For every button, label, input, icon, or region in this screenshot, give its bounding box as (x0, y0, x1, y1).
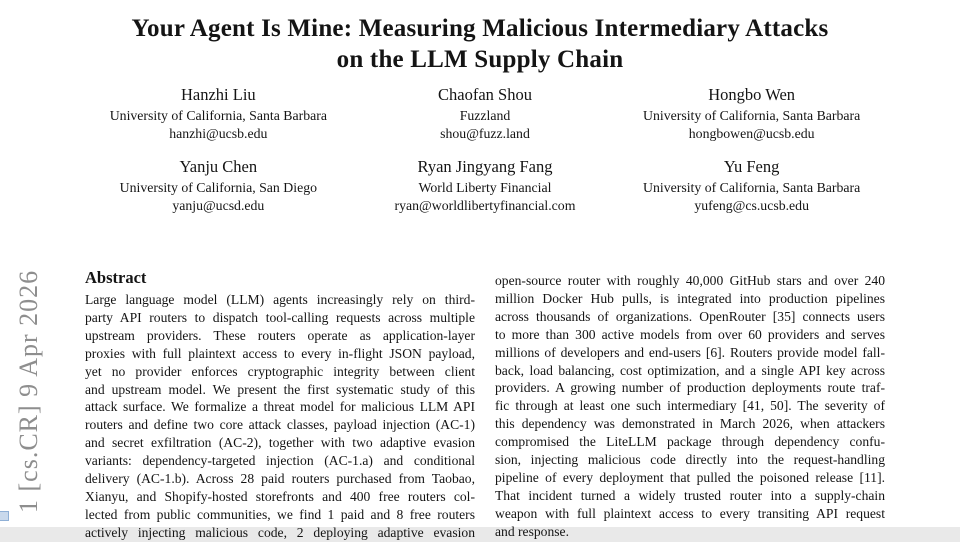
author-affiliation: University of California, Santa Barbara (643, 108, 861, 123)
right-column-text-line: millions of developers and end-users [6]. Routers provide model fall- (495, 344, 885, 360)
right-column (495, 268, 885, 542)
body-columns (85, 268, 885, 542)
author-email: shou@fuzz.land (440, 126, 530, 141)
author-name: Chaofan Shou (438, 85, 532, 104)
abstract-text-line: actively injecting malicious code, 2 deploying adaptive evasion (85, 524, 475, 540)
right-column-text-line: compromised the LiteLLM package through dependency confu- (495, 434, 885, 450)
paper-title-line1: Your Agent Is Mine: Measuring Malicious Intermediary Attacks (131, 15, 829, 42)
author-card (85, 157, 352, 215)
abstract-text-line: upstream providers. These routers operate as application-layer (85, 327, 475, 343)
right-column-text-line: to more than 300 active models from over 60 providers and serves (495, 326, 885, 342)
author-card (85, 85, 352, 143)
author-name: Hanzhi Liu (180, 85, 256, 104)
author-block (85, 85, 885, 215)
right-column-text-line: That incident turned a widely trusted router into a supply-chain (495, 487, 885, 503)
author-email: yanju@ucsd.edu (172, 198, 265, 213)
author-affiliation: World Liberty Financial (418, 180, 552, 195)
author-name: Ryan Jingyang Fang (417, 157, 553, 176)
right-column-text-line: providers. A growing number of production deployments route traf- (495, 380, 885, 396)
author-affiliation: University of California, Santa Barbara (643, 180, 861, 195)
paper-title-line2: on the LLM Supply Chain (336, 46, 624, 73)
right-column-text-line: back, load balancing, cost optimization, and a single API key across (495, 362, 885, 378)
right-column-text (495, 272, 885, 541)
right-column-text-line: this dependency was demonstrated in March 2026, when attackers (495, 416, 885, 432)
right-column-text-line: across thousands of organizations. OpenRouter [35] connects users (495, 308, 885, 324)
author-email: ryan@worldlibertyfinancial.com (394, 198, 576, 213)
abstract-text-line: variants: dependency-targeted injection (AC-1.a) and conditional (85, 453, 475, 469)
abstract-text-line: yet no provider enforces cryptographic integrity between client (85, 363, 475, 379)
right-column-text-line: pipeline of every deployment that pulled the poisoned release [11]. (495, 469, 885, 485)
right-column-text-line: open-source router with roughly 40,000 GitHub stars and over 240 (495, 273, 885, 288)
author-affiliation: Fuzzland (459, 108, 511, 123)
right-column-text-line: million Docker Hub pulls, is integrated into production pipelines (495, 290, 885, 306)
arxiv-watermark (14, 270, 44, 513)
abstract-text-line: proxies with full plaintext access to every in-flight JSON payload, (85, 345, 475, 361)
author-email: yufeng@cs.ucsb.edu (694, 198, 809, 213)
right-column-text-line: and response. (495, 523, 569, 539)
author-card (618, 157, 885, 215)
author-name: Yu Feng (723, 157, 780, 176)
abstract-text-line: Xianyu, and Shopify-hosted storefronts and 400 free routers col- (85, 488, 475, 504)
abstract-text-line: party API routers to dispatch tool-calling requests across multiple (85, 309, 475, 325)
abstract-text-line: routers and define two core attack classes, payload injection (AC-1) (85, 417, 475, 433)
arxiv-watermark-text: 1 [cs.CR] 9 Apr 2026 (14, 269, 43, 513)
abstract-text-line: and secret exfiltration (AC-2), together with two adaptive evasion (85, 435, 475, 451)
author-name: Hongbo Wen (708, 85, 796, 104)
abstract-heading: Abstract (85, 268, 147, 287)
author-name: Yanju Chen (179, 157, 258, 176)
corner-artifact-icon (0, 511, 9, 521)
abstract-column (85, 268, 475, 542)
author-card (618, 85, 885, 143)
right-column-text-line: weapon with full plaintext access to every transiting API request (495, 505, 885, 521)
abstract-text-line: delivery (AC-1.b). Across 28 paid routers purchased from Taobao, (85, 471, 475, 487)
right-column-text-line: sion, injecting malicious code directly into the request-handling (495, 452, 885, 468)
author-email: hongbowen@ucsb.edu (688, 126, 815, 141)
author-card (352, 157, 619, 215)
author-affiliation: University of California, San Diego (119, 180, 317, 195)
abstract-text-line: and upstream model. We present the first systematic study of this (85, 381, 475, 397)
abstract-text (85, 291, 475, 542)
author-card (352, 85, 619, 143)
abstract-text-line: Large language model (LLM) agents increasingly rely on third- (85, 292, 475, 307)
author-email: hanzhi@ucsb.edu (169, 126, 268, 141)
abstract-text-line: lected from public communities, we find 1 paid and 8 free routers (85, 506, 475, 522)
paper-title (80, 13, 880, 75)
abstract-text-line: attack surface. We formalize a threat model for malicious LLM API (85, 399, 475, 415)
author-affiliation: University of California, Santa Barbara (109, 108, 327, 123)
right-column-text-line: fic through at least one such intermediary [41, 50]. The severity of (495, 398, 885, 414)
